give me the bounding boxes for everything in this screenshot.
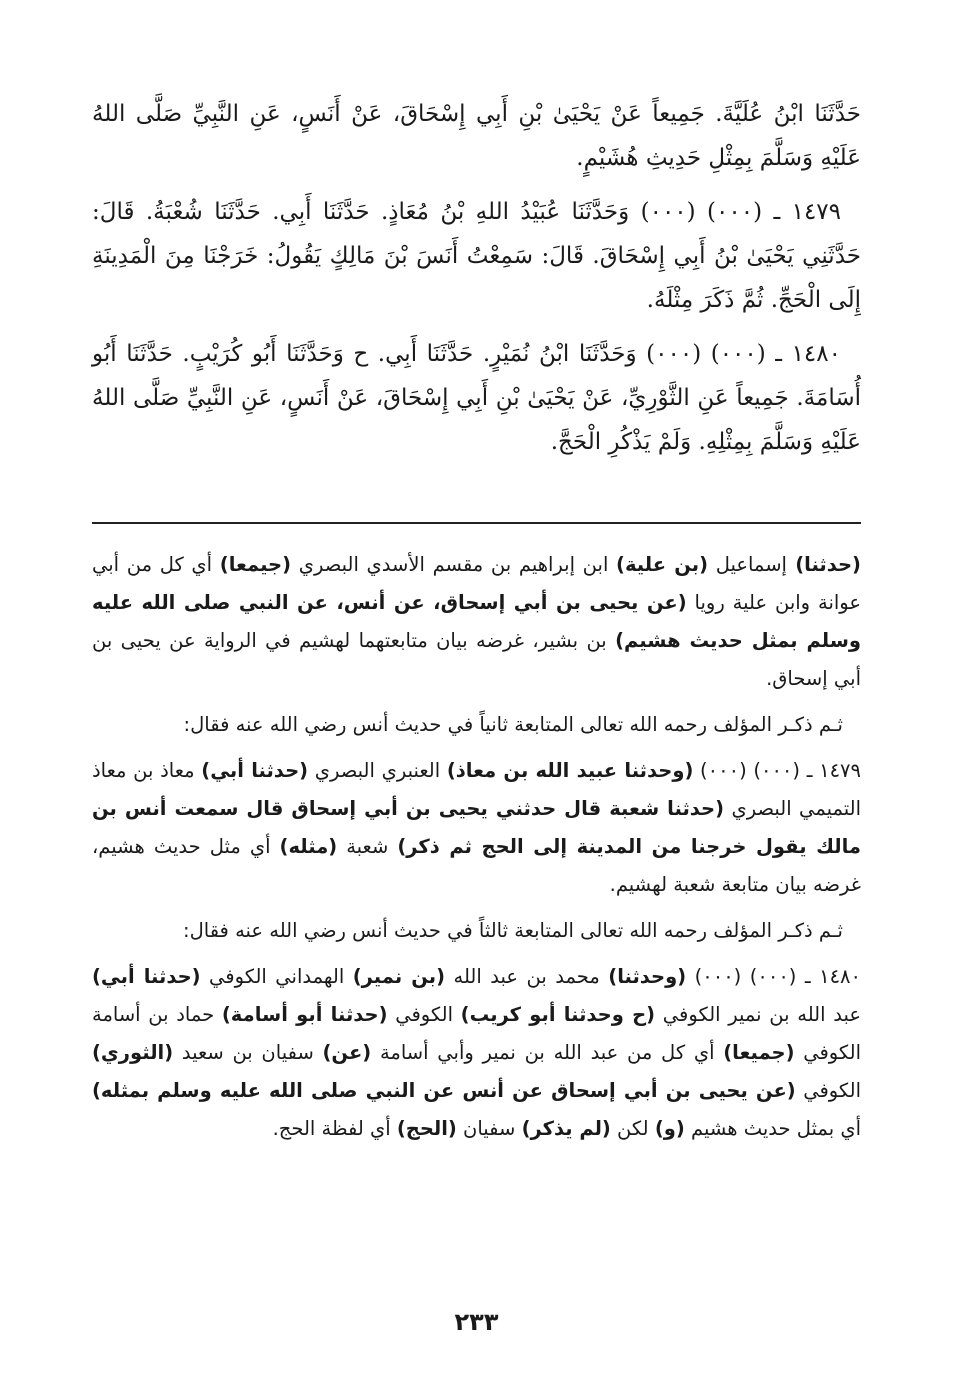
- quoted-text: (جيمعا): [219, 553, 292, 576]
- quoted-text: (حدثنا أبو أسامة): [221, 1003, 388, 1026]
- quoted-text: (الحج): [396, 1117, 457, 1140]
- commentary-text-run: ١٤٨٠ ـ (٠٠٠) (٠٠٠): [686, 965, 861, 988]
- commentary-text-run: أي كل من أبي عوانة وابن علية رويا: [92, 553, 861, 614]
- commentary-text-run: ابن إبراهيم بن مقسم الأسدي البصري: [291, 553, 617, 576]
- commentary-text-run: حماد بن أسامة الكوفي: [92, 1003, 862, 1064]
- quoted-text: (و): [654, 1117, 685, 1140]
- commentary-paragraph-1: [92, 546, 861, 698]
- quoted-text: (عن يحيى بن أبي إسحاق، عن أنس، عن النبي صلى الله عليه وسلم بمثل حديث هشيم): [92, 591, 862, 652]
- quoted-text: (حدثنا أبي): [201, 759, 309, 782]
- commentary-paragraph-5: [92, 958, 861, 1148]
- commentary-text-run: عبد الله بن نمير الكوفي: [655, 1003, 861, 1026]
- quoted-text: (بن علية): [616, 553, 709, 576]
- quoted-text: (وحدثنا عبيد الله بن معاذ): [446, 759, 694, 782]
- commentary-text-run: بن بشير، غرضه بيان متابعتهما لهشيم في الرواية عن يحيى بن أبي إسحاق.: [92, 629, 861, 690]
- hadith-paragraph-1: حَدَّثَنَا ابْنُ عُلَيَّةَ. جَمِيعاً عَنْ يَحْيَىٰ بْنِ أَبِي إِسْحَاقَ، عَنْ أَنَسٍ، عَنِ النَّبِيِّ صَلَّى اللهُ عَلَيْهِ وَسَلَّمَ بِمِثْلِ حَدِيثِ هُشَيْمٍ.: [92, 101, 861, 171]
- commentary-text-run: محمد بن عبد الله: [445, 965, 609, 988]
- hadith-text: [92, 92, 861, 474]
- commentary-text-run: الهمداني الكوفي: [200, 965, 353, 988]
- commentary-text-run: شعبة: [337, 835, 398, 858]
- quoted-text: (حدثنا شعبة قال حدثني يحيى بن أبي إسحاق قال سمعت أنس بن مالك يقول خرجنا من المدينة إلى الحج ثم ذكر): [92, 797, 861, 858]
- quoted-text: (حدثنا): [786, 553, 861, 576]
- quoted-text: (حدثنا أبي): [92, 965, 201, 988]
- commentary-text-run: العنبري البصري: [308, 759, 447, 782]
- quoted-text: (الثوري): [92, 1041, 174, 1064]
- quoted-text: (لم يذكر): [521, 1117, 611, 1140]
- quoted-text: (وحدثنا): [608, 965, 687, 988]
- commentary-paragraph-3: [92, 752, 861, 904]
- commentary-text-run: الكوفي: [387, 1003, 461, 1026]
- commentary-text-run: أي كل من عبد الله بن نمير وأبي أسامة: [371, 1041, 724, 1064]
- commentary-text-run: أي مثل حديث هشيم، غرضه بيان متابعة شعبة لهشيم.: [92, 835, 861, 896]
- divider-line: [92, 522, 861, 524]
- quoted-text: (عن): [322, 1041, 372, 1064]
- quoted-text: (بن نمير): [352, 965, 446, 988]
- commentary-text-run: أي بمثل حديث هشيم: [684, 1117, 861, 1140]
- hadith-paragraph-3: ١٤٨٠ ـ (٠٠٠) (٠٠٠) وَحَدَّثَنَا ابْنُ نُمَيْرٍ. حَدَّثَنَا أَبِي. ح وَحَدَّثَنَا أَبُو كُرَيْبٍ. حَدَّثَنَا أَبُو أُسَامَةَ. جَمِيعاً عَنِ الثَّوْرِيِّ، عَنْ يَحْيَىٰ بْنِ أَبِي إِسْحَاقَ، عَنْ أَنَسٍ، عَنِ النَّبِيِّ صَلَّى اللهُ عَلَيْهِ وَسَلَّمَ بِمِثْلِهِ. وَلَمْ يَذْكُرِ الْحَجَّ.: [92, 341, 861, 455]
- book-page: [92, 0, 861, 1388]
- commentary-text-run: أي لفظة الحج.: [272, 1117, 397, 1140]
- commentary-paragraph-2: [92, 706, 861, 744]
- commentary-text-run: إسماعيل: [708, 553, 787, 576]
- commentary-text-run: سفيان: [456, 1117, 522, 1140]
- commentary-text-run: ثـم ذكـر المؤلف رحمه الله تعالى المتابعة ثانياً في حديث أنس رضي الله عنه فقال:: [183, 713, 843, 736]
- quoted-text: (ح وحدثنا أبو كريب): [460, 1003, 656, 1026]
- commentary-text-run: معاذ بن معاذ التميمي البصري: [92, 759, 861, 820]
- commentary-text: [92, 546, 861, 1156]
- commentary-text-run: سفيان بن سعيد: [173, 1041, 323, 1064]
- hadith-paragraph-2: ١٤٧٩ ـ (٠٠٠) (٠٠٠) وَحَدَّثَنَا عُبَيْدُ اللهِ بْنُ مُعَاذٍ. حَدَّثَنَا أَبِي. حَدَّثَنَا شُعْبَةُ. قَالَ: حَدَّثَنِي يَحْيَىٰ بْنُ أَبِي إِسْحَاقَ. قَالَ: سَمِعْتُ أَنَسَ بْنَ مَالِكٍ يَقُولُ: خَرَجْنَا مِنَ الْمَدِينَةِ إِلَى الْحَجِّ. ثُمَّ ذَكَرَ مِثْلَهُ.: [92, 199, 861, 313]
- quoted-text: (مثله): [279, 835, 338, 858]
- quoted-text: (جميعا): [723, 1041, 795, 1064]
- commentary-text-run: ١٤٧٩ ـ (٠٠٠) (٠٠٠): [693, 759, 861, 782]
- commentary-text-run: لكن: [610, 1117, 655, 1140]
- commentary-paragraph-4: [92, 912, 861, 950]
- page-number: ٢٣٣: [454, 1308, 499, 1336]
- commentary-text-run: الكوفي: [795, 1079, 861, 1102]
- quoted-text: (عن يحيى بن أبي إسحاق عن أنس عن النبي صلى الله عليه وسلم بمثله): [92, 1079, 796, 1102]
- commentary-text-run: ثـم ذكـر المؤلف رحمه الله تعالى المتابعة ثالثاً في حديث أنس رضي الله عنه فقال:: [183, 919, 843, 942]
